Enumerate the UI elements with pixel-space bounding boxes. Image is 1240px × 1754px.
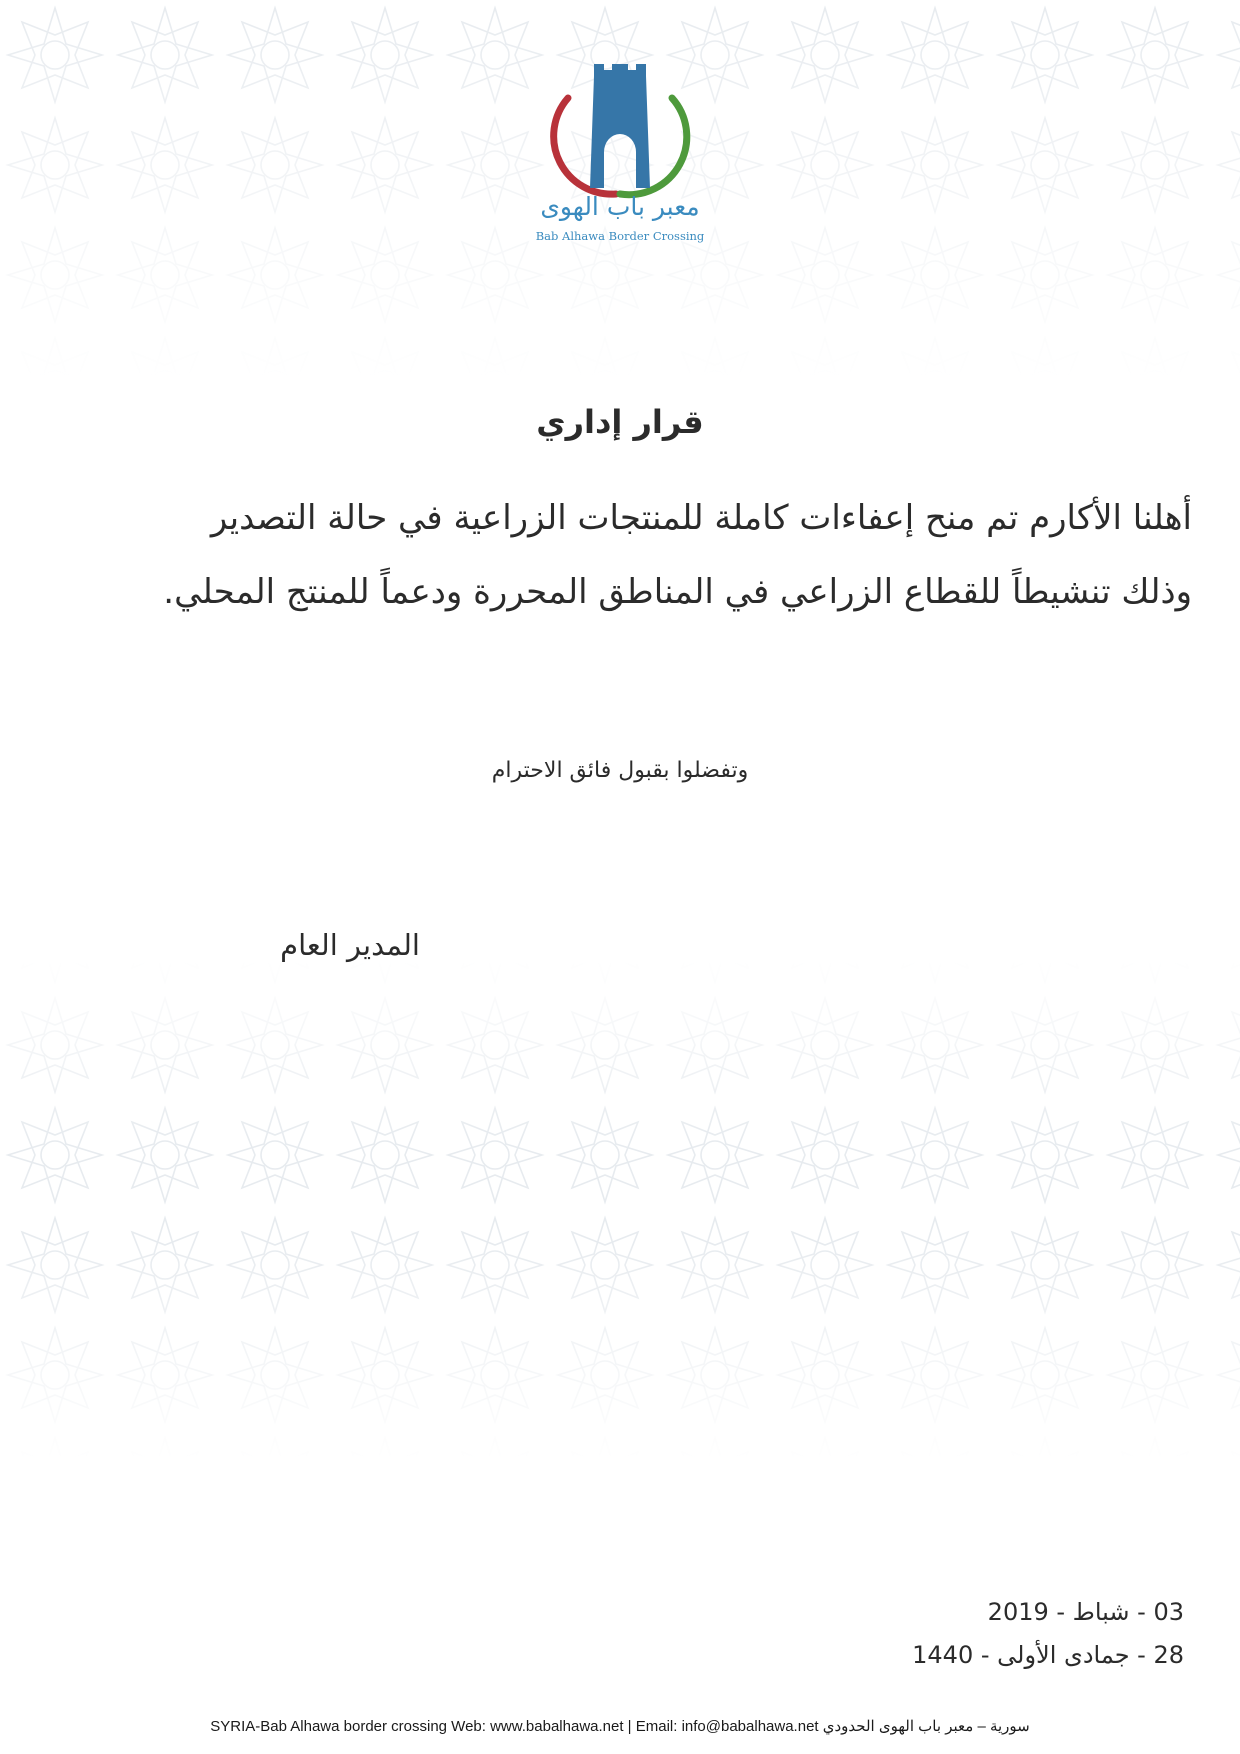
body-line-1: أهلنا الأكارم تم منح إعفاءات كاملة للمنتجات الزراعية في حالة التصدير — [210, 498, 1192, 538]
document-title: قرار إداري — [536, 403, 704, 441]
bab-alhawa-logo — [520, 60, 720, 250]
logo-english-name: Bab Alhawa Border Crossing — [535, 229, 705, 243]
signature-title: المدير العام — [280, 928, 420, 962]
gregorian-date: 03 - شباط - 2019 — [987, 1598, 1184, 1626]
closing-greeting: وتفضلوا بقبول فائق الاحترام — [491, 758, 749, 783]
hijri-date: 28 - جمادى الأولى - 1440 — [912, 1641, 1184, 1669]
logo-arabic-name: معبر باب الهوى — [540, 192, 700, 221]
body-line-2: وذلك تنشيطاً للقطاع الزراعي في المناطق المحررة ودعماً للمنتج المحلي. — [163, 572, 1192, 612]
tower-icon — [590, 64, 650, 188]
footer-contact: SYRIA-Bab Alhawa border crossing Web: www.babalhawa.net | Email: info@babalhawa.net سورية – معبر باب الهوى الحدودي — [210, 1718, 1030, 1735]
